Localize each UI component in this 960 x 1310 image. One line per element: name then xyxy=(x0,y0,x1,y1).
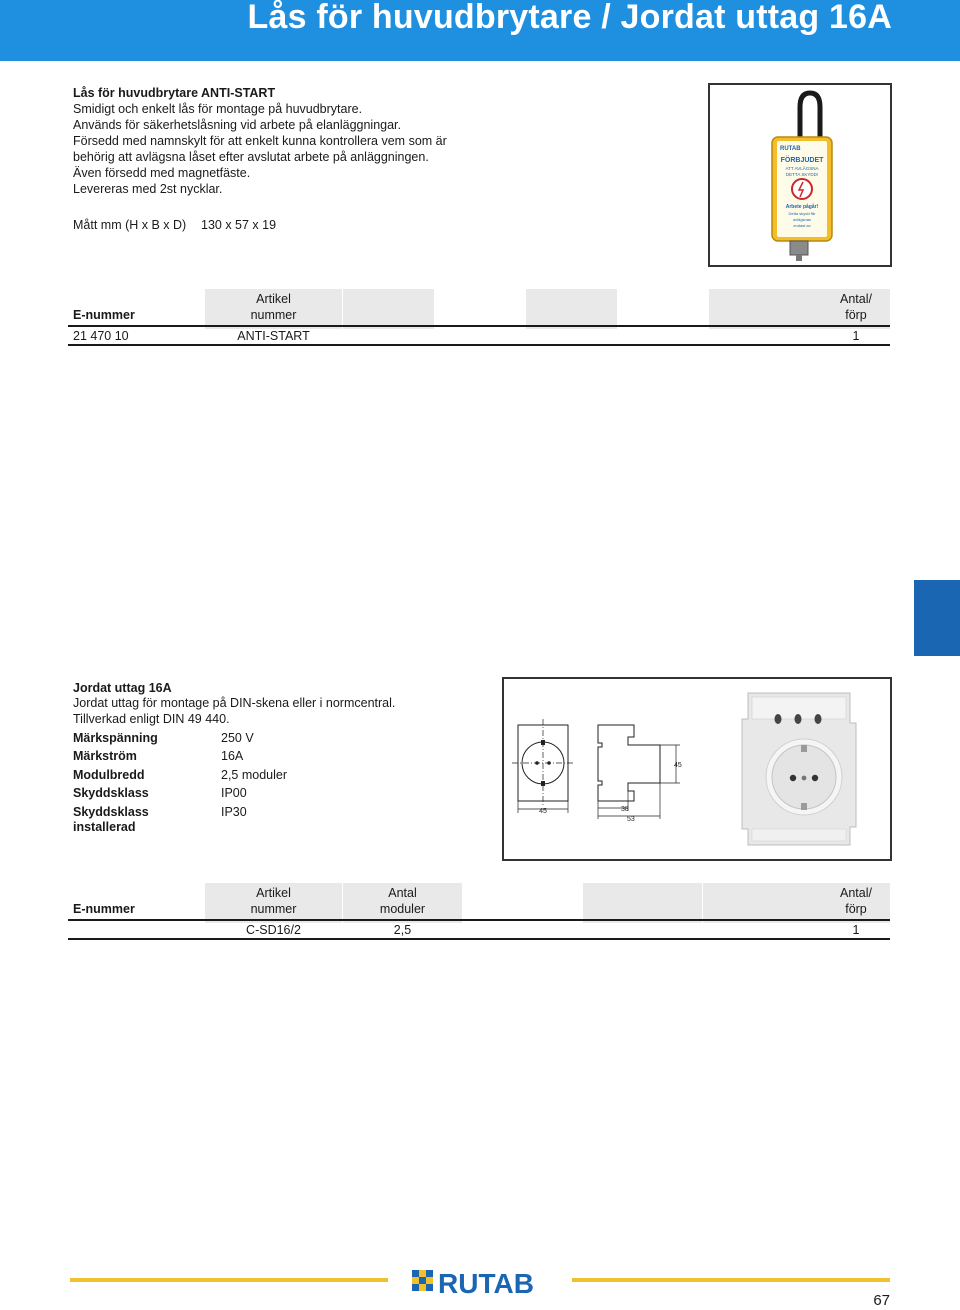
spec-label: Märkspänning xyxy=(73,731,158,745)
spec-label: Skyddsklass xyxy=(73,786,149,800)
lock-illustration xyxy=(710,85,890,265)
footer-rule-right xyxy=(572,1278,890,1282)
col-header-antal: Antal/ xyxy=(840,886,872,900)
lock-warning-line: DETTA SKYDD! xyxy=(785,172,819,177)
col-header-antal: förp xyxy=(845,902,867,916)
cell-antal: 1 xyxy=(852,923,860,937)
lock-line: Levereras med 2st nycklar. xyxy=(73,182,223,196)
lock-line: Används för säkerhetslåsning vid arbete på elanläggningar. xyxy=(73,118,401,132)
cell-e-nummer: 21 470 10 xyxy=(73,329,129,343)
dimensions-value: 130 x 57 x 19 xyxy=(201,218,277,232)
spec-label: Modulbredd xyxy=(73,768,145,782)
spec-label-cont: installerad xyxy=(73,820,136,834)
dimensions-label: Mått mm (H x B x D) xyxy=(73,218,187,232)
key-icon xyxy=(790,241,808,255)
table-bottom-rule xyxy=(68,344,890,346)
footer-logo xyxy=(410,1266,552,1296)
lock-brand-text: RUTAB xyxy=(780,146,801,152)
col-header-antal: förp xyxy=(845,308,867,322)
cell-artikel: ANTI-START xyxy=(237,329,310,343)
spec-value: IP30 xyxy=(221,805,247,819)
spec-label: Märkström xyxy=(73,749,137,763)
spec-value: IP00 xyxy=(221,786,247,800)
lock-warning-line: ATT AVLÄGSNA xyxy=(785,166,819,171)
outlet-figure xyxy=(502,677,892,861)
lock-title: Lås för huvudbrytare ANTI-START xyxy=(73,86,276,100)
table-bottom-rule xyxy=(68,938,890,940)
col-header-artikel: Artikel xyxy=(256,292,291,306)
outlet-technical-drawing xyxy=(504,679,890,859)
lock-warning-heading: FÖRBJUDET xyxy=(780,157,824,164)
lock-line: behörig att avlägsna låset efter avslutat arbete på anläggningen. xyxy=(73,150,429,164)
spec-value: 250 V xyxy=(221,731,254,745)
cell-antal: 1 xyxy=(852,329,860,343)
footer-rule-left xyxy=(70,1278,388,1282)
col-header-e-nummer: E-nummer xyxy=(73,308,135,322)
outlet-line: Jordat uttag för montage på DIN-skena eller i normcentral. xyxy=(73,696,396,710)
table-divider xyxy=(68,919,890,921)
col-header-artikel: Artikel xyxy=(256,886,291,900)
lock-line: Även försedd med magnetfäste. xyxy=(73,166,251,180)
cell-moduler: 2,5 xyxy=(393,923,412,937)
spec-value: 16A xyxy=(221,749,244,763)
lock-line: Smidigt och enkelt lås för montage på huvudbrytare. xyxy=(73,102,363,116)
col-header-moduler: moduler xyxy=(379,902,426,916)
spec-value: 2,5 moduler xyxy=(221,768,288,782)
footer-brand-text: RUTAB xyxy=(438,1268,534,1296)
col-header-antal: Antal/ xyxy=(840,292,872,306)
table-header-cell xyxy=(343,289,434,329)
lock-product-image xyxy=(708,83,892,267)
spec-label: Skyddsklass xyxy=(73,805,149,819)
col-header-artikel: nummer xyxy=(250,902,297,916)
table-divider xyxy=(68,325,890,327)
dim-side-a-label: 38 xyxy=(621,806,629,813)
col-header-artikel: nummer xyxy=(250,308,297,322)
dim-side-height-label: 45 xyxy=(674,762,682,769)
dim-side-b-label: 53 xyxy=(627,816,635,823)
col-header-moduler: Antal xyxy=(388,886,417,900)
table-header-cell xyxy=(583,883,702,923)
rutab-logo-icon xyxy=(410,1266,552,1296)
lock-warning-line: Arbete pågår! xyxy=(785,204,819,210)
page-header xyxy=(0,0,960,61)
section-tab xyxy=(914,580,960,656)
table-header-cell xyxy=(526,289,617,329)
page-number: 67 xyxy=(873,1292,890,1309)
lock-warning-line: avlägsnas xyxy=(792,217,812,222)
outlet-title: Jordat uttag 16A xyxy=(73,681,172,695)
page-title: Lås för huvudbrytare / Jordat uttag 16A xyxy=(247,0,892,36)
lock-warning-line: endast av xyxy=(793,223,811,228)
dim-front-label: 45 xyxy=(539,808,547,815)
outlet-photo xyxy=(742,693,856,845)
lock-warning-line: Detta skydd får xyxy=(788,211,816,216)
lock-line: Försedd med namnskylt för att enkelt kunna kontrollera vem som är xyxy=(73,134,447,148)
col-header-e-nummer: E-nummer xyxy=(73,902,135,916)
danger-icon xyxy=(792,179,812,199)
cell-artikel: C-SD16/2 xyxy=(246,923,301,937)
outlet-line: Tillverkad enligt DIN 49 440. xyxy=(73,712,230,726)
